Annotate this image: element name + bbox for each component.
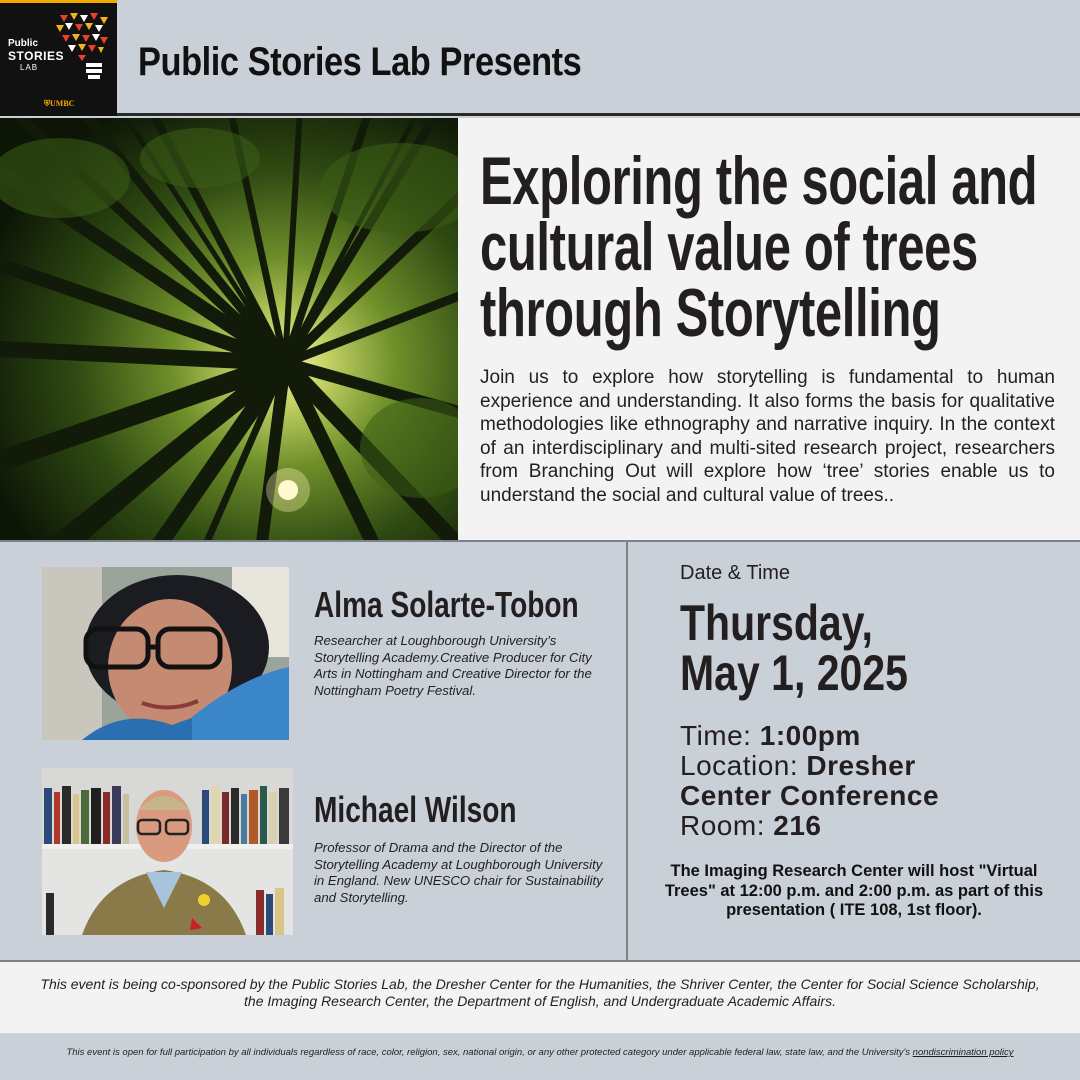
logo-line1: Public [8, 38, 39, 49]
event-info-panel [458, 118, 1080, 541]
event-location-line2 [680, 781, 939, 811]
event-date [680, 595, 908, 701]
event-description: Join us to explore how storytelling is fundamental to human experience and understanding. It also forms the basis for qualitative methodologies like ethnography and narrative inquiry. In the context of an interdisciplinary and multi-sited research project, researchers from Branching Out will explore how ‘tree’ stories enable us to understand the social and cultural value of trees.. [480, 367, 1055, 506]
logo-line3: LAB [20, 63, 39, 72]
location-value-line1: Dresher [806, 750, 916, 781]
event-room [680, 811, 821, 841]
header [0, 0, 1080, 116]
nondiscrimination-policy-link[interactable]: nondiscrimination policy [912, 1047, 1014, 1058]
event-location [680, 751, 916, 781]
speaker-name-michael: Michael Wilson [314, 789, 517, 830]
date-time-label: Date & Time [680, 562, 791, 584]
logo-wordmark [8, 39, 64, 72]
umbc-logo-text [44, 99, 74, 109]
speaker-bio-michael: Professor of Drama and the Director of the Storytelling Academy at Loughborough University in England. New UNESCO chair for Sustainability and Storytelling. [314, 840, 603, 905]
speaker-bio-alma: Researcher at Loughborough University’s Storytelling Academy.Creative Producer for City Arts in Nottingham and Creative Director for the Nottingham Poetry Festival. [314, 633, 592, 698]
section-divider [0, 540, 1080, 542]
speaker-name-alma: Alma Solarte-Tobon [314, 584, 579, 625]
speaker-photo-michael [42, 768, 293, 935]
header-title: Public Stories Lab Presents [138, 40, 582, 84]
room-label: Room: [680, 810, 765, 841]
bamboo-forest-image [0, 118, 458, 541]
umbc-label: UMBC [50, 99, 75, 108]
location-value-line2: Center Conference [680, 780, 940, 811]
legal-band [0, 1033, 1080, 1080]
virtual-trees-note: The Imaging Research Center will host "Virtual Trees" at 12:00 p.m. and 2:00 p.m. as part of this presentation ( ITE 108, 1st floor). [664, 862, 1044, 919]
event-time [680, 721, 861, 751]
sponsor-text: This event is being co-sponsored by the Public Stories Lab, the Dresher Center for the Humanities, the Shriver Center, the Center for Social Science Scholarship, the Imaging Research Center, the Department of English, and Undergraduate Academic Affairs. [40, 976, 1040, 1009]
location-label: Location: [680, 750, 799, 781]
event-day: Thursday, [680, 595, 873, 651]
speaker-photo-alma [42, 567, 289, 740]
umbc-shield-icon: ⛨ [44, 99, 50, 108]
event-title: Exploring the social and cultural value of trees through Storytelling [480, 143, 1038, 351]
room-value: 216 [773, 810, 822, 841]
public-stories-lab-logo[interactable] [0, 0, 117, 116]
time-value: 1:00pm [759, 720, 861, 751]
time-label: Time: [680, 720, 752, 751]
sponsor-band [0, 960, 1080, 1033]
legal-statement: This event is open for full participation by all individuals regardless of race, color, religion, sex, national origin, or any other protected category under applicable federal law, state law, and the University's [66, 1047, 913, 1058]
event-date-full: May 1, 2025 [680, 645, 908, 701]
column-divider [626, 542, 628, 960]
logo-line2: STORIES [8, 49, 64, 63]
legal-text [30, 1047, 1050, 1058]
